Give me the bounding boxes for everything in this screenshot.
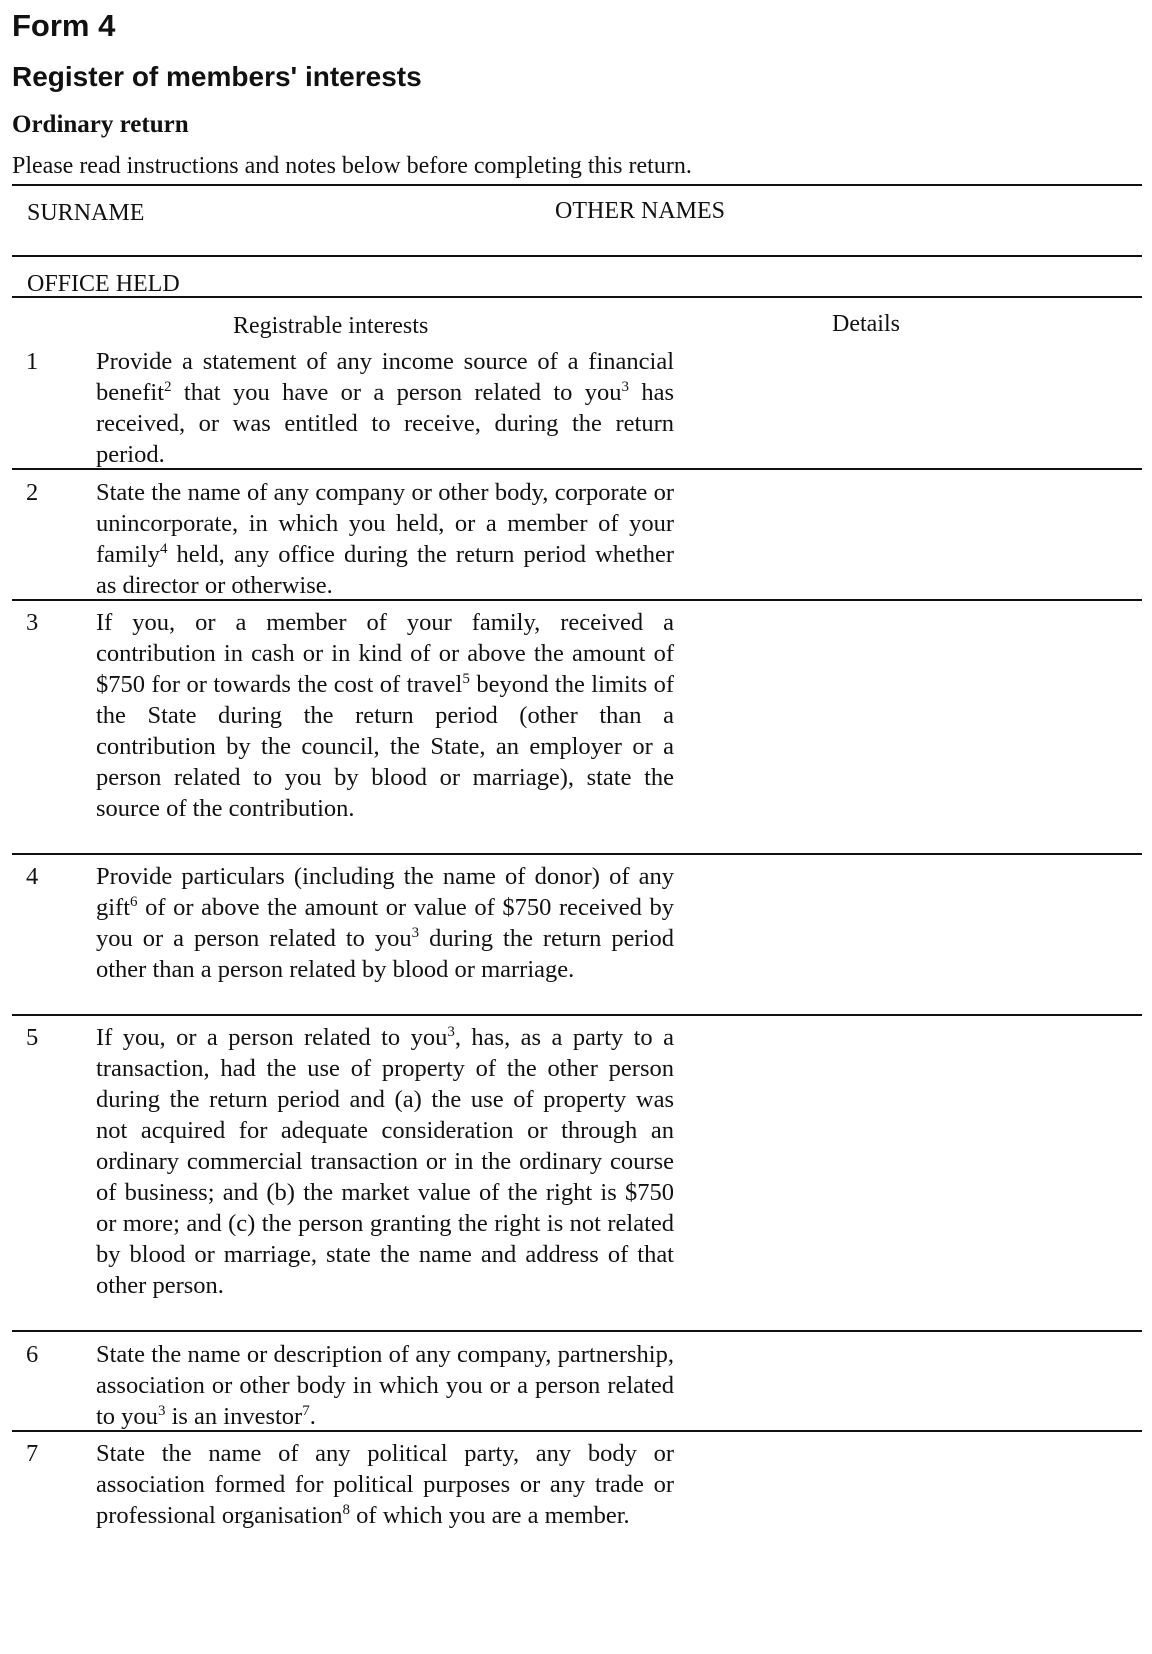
interest-item [12,1438,1142,1562]
item-text: If you, or a member of your family, received a contribution in cash or in kind of or above the amount of $750 for or towards the cost of travel$^5$ beyond the limits of the State during the return period (other than a contribution by the council, the State, an employer or a person related to you by blood or marriage), state the source of the contribution. [96,609,674,822]
details-cell[interactable] [712,1022,1132,1330]
details-cell[interactable] [712,477,1132,599]
column-header-details: Details [832,311,900,337]
interest-item [12,346,1142,468]
interest-item [12,477,1142,599]
office-held-label: OFFICE HELD [27,271,180,297]
item-number: 5 [26,1024,39,1051]
interest-item [12,1022,1142,1330]
other-names-label: OTHER NAMES [555,198,726,224]
item-text: State the name of any company or other body, corporate or unincorporate, in which you held, or a member of your family$^4$ held, any office during the return period whether as director or otherwise. [96,479,674,599]
item-text: Provide particulars (including the name of donor) of any gift$^6$ of or above the amount or value of $750 received by you or a person related to you$^3$ during the return period other than a person related by blood or marriage. [96,863,674,983]
interest-item [12,607,1142,853]
details-cell[interactable] [712,1438,1132,1562]
divider [12,853,1142,855]
details-cell[interactable] [712,346,1132,468]
item-number: 4 [26,863,39,890]
item-text: If you, or a person related to you$^3$, has, as a party to a transaction, had the use of property of the other person during the return period and (a) the use of property was not acquired for adequate consideration or through an ordinary commercial transaction or in the ordinary course of business; and (b) the market value of the right is $750 or more; and (c) the person granting the right is not related by blood or marriage, state the name and address of that other person. [96,1024,674,1299]
divider [12,599,1142,601]
column-header-interests: Registrable interests [233,313,429,339]
surname-label: SURNAME [27,200,145,226]
interest-item [12,1339,1142,1430]
item-number: 7 [26,1440,39,1467]
divider [12,1430,1142,1432]
item-text: State the name or description of any company, partnership, association or other body in which you or a person related to you$^3$ is an investor$^7$. [96,1341,674,1430]
item-text: State the name of any political party, any body or association formed for political purposes or any trade or professional organisation$^8$ of which you are a member. [96,1440,674,1529]
form-instructions: Please read instructions and notes below before completing this return. [12,153,692,179]
interest-item [12,861,1142,1014]
divider [12,1330,1142,1332]
divider [12,1014,1142,1016]
details-cell[interactable] [712,1339,1132,1430]
form-title: Form 4 [12,8,116,43]
divider [12,296,1142,298]
divider [12,468,1142,470]
details-cell[interactable] [712,861,1132,1014]
item-number: 1 [26,348,39,375]
item-number: 6 [26,1341,39,1368]
item-number: 3 [26,609,39,636]
divider [12,255,1142,257]
item-number: 2 [26,479,39,506]
form-heading: Register of members' interests [12,61,422,92]
form-subheading: Ordinary return [12,111,189,138]
item-text: Provide a statement of any income source of a financial benefit$^2$ that you have or a person related to you$^3$ has received, or was entitled to receive, during the return period. [96,348,674,468]
divider [12,184,1142,186]
details-cell[interactable] [712,607,1132,853]
